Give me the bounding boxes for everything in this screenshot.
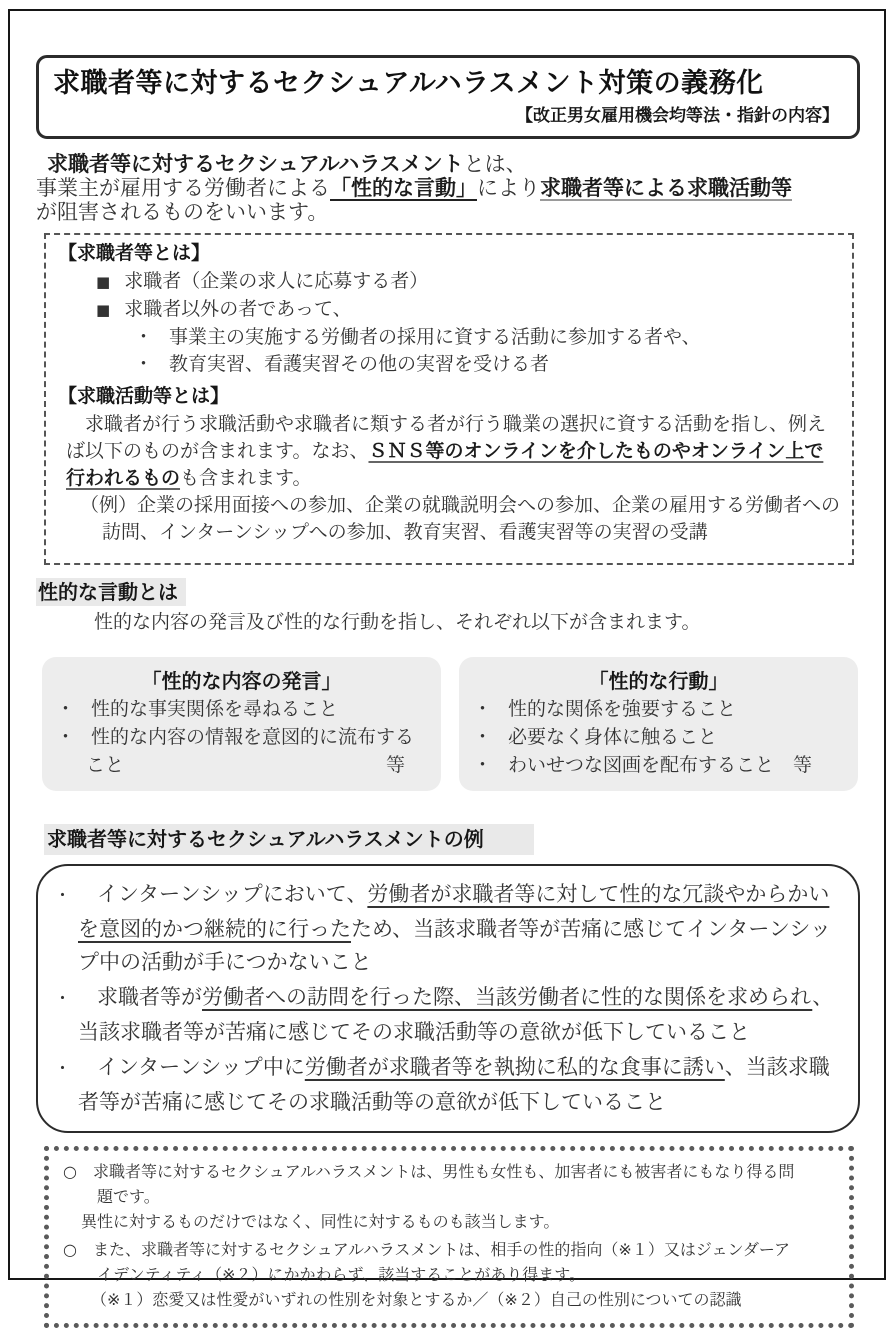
speech-panel-title: 「性的な内容の発言」 xyxy=(141,669,342,693)
example-item xyxy=(54,1051,840,1119)
list-item-text: 性的な内容の情報を意図的に流布すること xyxy=(86,726,415,776)
activities-definition-body xyxy=(66,411,840,492)
circle-bullet-icon: ○ xyxy=(63,1240,77,1259)
activities-definition-heading: 【求職活動等とは】 xyxy=(58,385,230,407)
list-item xyxy=(58,296,840,324)
dot-bullet-icon: ・ xyxy=(54,989,71,1009)
list-item-text: 教育実習、看護実習その他の実習を受ける者 xyxy=(169,353,550,375)
examples-section xyxy=(36,791,860,1133)
dot-bullet-icon: ・ xyxy=(473,698,493,720)
page-border-frame xyxy=(8,9,886,1309)
etc-label: 等 xyxy=(385,754,405,776)
example-text-underlined: 労働者が求職者等を執拗に私的な食事に誘い xyxy=(304,1055,725,1079)
list-item xyxy=(473,695,844,723)
example-text-underlined: 労働者が求職者等に対して性的な冗談やからかいを意図的かつ継続的に行った xyxy=(78,882,830,941)
list-item xyxy=(58,351,840,378)
document-title: 求職者等に対するセクシュアルハラスメント対策の義務化 xyxy=(53,68,764,99)
title-box xyxy=(36,55,860,139)
example-text-pre: インターンシップにおいて、 xyxy=(97,882,368,906)
intro-line2-pre: 事業主が雇用する労働者による xyxy=(36,176,330,200)
jobseekers-definition-heading: 【求職者等とは】 xyxy=(58,242,211,264)
examples-heading: 求職者等に対するセクシュアルハラスメントの例 xyxy=(44,824,534,855)
intro-line3: が阻害されるものをいいます。 xyxy=(36,200,329,224)
dot-bullet-icon: ・ xyxy=(56,698,76,720)
activities-body-emphasis: ＳＮＳ等のオンラインを介したものやオンライン上で行われるもの xyxy=(66,440,824,489)
action-panel xyxy=(459,657,858,791)
example-item xyxy=(54,878,840,979)
note-text-body: 求職者等に対するセクシュアルハラスメントは、男性も女性も、加害者にも被害者にもなり得る問題です。 xyxy=(92,1162,795,1206)
activities-example: （例）企業の採用面接への参加、企業の就職説明会への参加、企業の雇用する労働者への訪問、インターンシップへの参加、教育実習、看護実習等の実習の受講 xyxy=(80,494,841,543)
list-item-text: 性的な事実関係を尋ねること xyxy=(91,698,339,720)
dot-bullet-icon: ・ xyxy=(54,886,71,906)
intro-term: 求職者等に対するセクシュアルハラスメント xyxy=(47,152,464,176)
example-text-post: ため、当該求職者等が苦痛に感じてインターンシップ中の活動が手につかないこと xyxy=(78,917,831,974)
dot-bullet-icon: ・ xyxy=(56,726,76,748)
circle-bullet-icon: ○ xyxy=(63,1162,77,1181)
dot-bullet-icon: ・ xyxy=(473,754,493,776)
list-item-text: 必要なく身体に触ること xyxy=(508,726,718,748)
gendo-lead: 性的な内容の発言及び性的な行動を指し、それぞれ以下が含まれます。 xyxy=(94,611,701,633)
note-subtext: 異性に対するものだけではなく、同性に対するものも該当します。 xyxy=(81,1212,560,1231)
note-text xyxy=(63,1237,803,1287)
definitions-box xyxy=(44,233,854,565)
example-text-post: 、当該求職者等が苦痛に感じてその求職活動等の意欲が低下していること xyxy=(78,1055,830,1114)
dot-bullet-icon: ・ xyxy=(134,326,154,348)
speech-panel xyxy=(42,657,441,791)
square-bullet-icon: ■ xyxy=(96,301,111,319)
activities-body-pre: 求職者が行う求職活動や求職者に類する者が行う職業の選択に資する活動を指し、例えば以下のものが含まれます。なお、 xyxy=(66,413,827,462)
intro-paragraph xyxy=(36,152,860,224)
list-item xyxy=(56,723,427,779)
intro-line2-mid: により xyxy=(477,176,540,200)
list-item-text: 事業主の実施する労働者の採用に資する活動に参加する者や、 xyxy=(169,326,701,348)
gendo-section xyxy=(36,565,860,635)
note-item xyxy=(63,1237,837,1312)
action-panel-title: 「性的な行動」 xyxy=(588,669,729,693)
gendo-panels xyxy=(42,657,858,791)
intro-line1-tail: とは、 xyxy=(463,152,527,176)
intro-underline-black: 「性的な言動」 xyxy=(330,176,477,200)
square-bullet-icon: ■ xyxy=(96,273,111,291)
list-item xyxy=(58,268,840,296)
example-text-pre: 求職者等が xyxy=(97,985,202,1009)
dot-bullet-icon: ・ xyxy=(54,1059,71,1079)
example-text-post: 、当該求職者等が苦痛に感じてその求職活動等の意欲が低下していること xyxy=(78,985,834,1044)
list-item xyxy=(473,723,844,751)
example-item xyxy=(54,981,840,1049)
note-footnote: （※１）恋愛又は性愛がいずれの性別を対象とするか／（※２）自己の性別についての認識 xyxy=(91,1290,742,1309)
intro-line1 xyxy=(47,152,860,176)
examples-box xyxy=(36,864,860,1133)
list-item xyxy=(473,751,844,779)
list-item-text: 求職者以外の者であって、 xyxy=(124,298,352,320)
example-text-pre: インターンシップ中に xyxy=(97,1055,305,1079)
list-item xyxy=(58,324,840,351)
note-item xyxy=(63,1159,837,1234)
intro-line2 xyxy=(36,176,860,200)
list-item-text: 求職者（企業の求人に応募する者） xyxy=(124,270,429,292)
list-item xyxy=(56,695,427,723)
example-text-underlined: 労働者への訪問を行った際、当該労働者に性的な関係を求められ xyxy=(202,985,813,1009)
dot-bullet-icon: ・ xyxy=(473,726,493,748)
document-subtitle: 【改正男女雇用機会均等法・指針の内容】 xyxy=(516,106,839,126)
note-text-body: また、求職者等に対するセクシュアルハラスメントは、相手の性的指向（※１）又はジェンダーアイデンティティ（※２）にかかわらず、該当することがあり得ます。 xyxy=(92,1240,791,1284)
list-item-text: わいせつな図画を配布すること 等 xyxy=(508,754,813,776)
list-item-text: 性的な関係を強要すること xyxy=(508,698,737,720)
activities-body-tail: も含まれます。 xyxy=(180,467,312,489)
note-text xyxy=(63,1159,803,1209)
dot-bullet-icon: ・ xyxy=(134,353,154,375)
gendo-heading: 性的な言動とは xyxy=(36,578,186,606)
notes-box xyxy=(44,1146,854,1328)
intro-underline-gray: 求職者等による求職活動等 xyxy=(540,176,792,200)
